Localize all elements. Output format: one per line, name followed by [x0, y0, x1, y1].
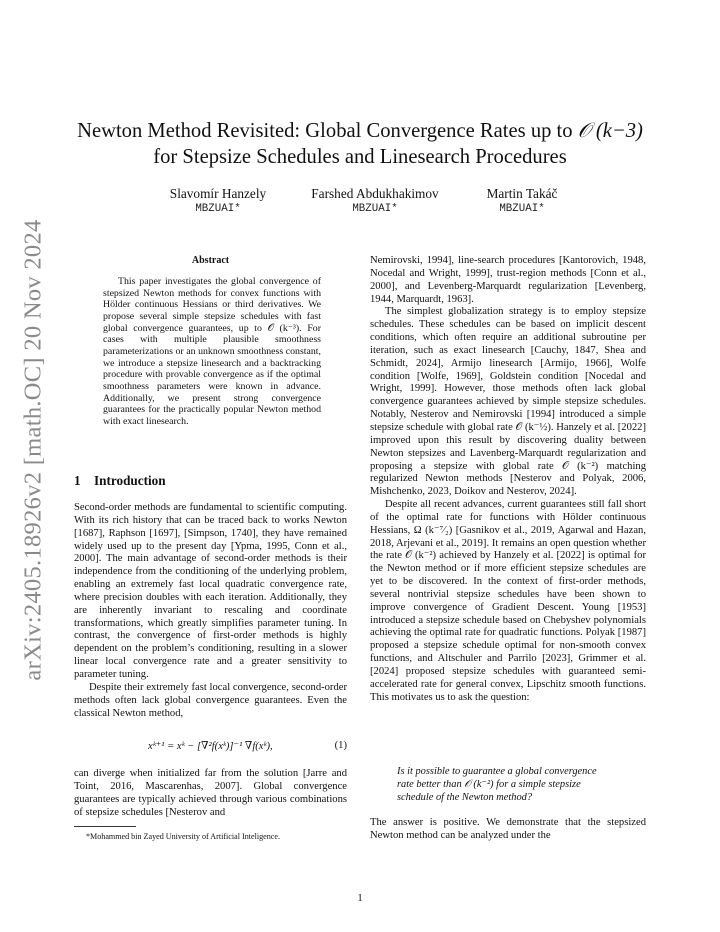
title-line-2: for Stepsize Schedules and Linesearch Procedures — [153, 146, 567, 168]
left-column-text — [74, 502, 347, 720]
author-1 — [148, 186, 288, 216]
left-column-continued — [74, 768, 347, 819]
page-number: 1 — [357, 893, 363, 904]
arxiv-identifier: arXiv:2405.18926v2 [math.OC] 20 Nov 2024 — [20, 219, 47, 681]
section-heading — [74, 473, 166, 489]
right-column-continued — [370, 817, 646, 843]
paragraph: Despite all recent advances, current guarantees still fall short of the optimal rate for functions with Hölder continuous Hessians, Ω (k⁻⁷⁄₂) [Gasnikov et al., 2019, Agarwal and Hazan, 2018, Arjevani et al., 2019]. It remains an open question whether the rate 𝒪 (k⁻²) achieved by Hanzely et al. [2022] is optimal for the Newton method or if more efficient stepsize schedules are yet to be discovered. In the context of first-order methods, several nontrivial stepsize schedules have been shown to improve convergence of Gradient Descent. Young [1953] introduced a stepsize schedule based on Chebyshev polynomials achieving the optimal rate for quadratic functions. Polyak [1987] proposed a stepsize schedule optimal for non-smooth convex functions, and Altschuler and Parrilo [2023], Grimmer et al. [2024] proposed stepsize schedules with guaranteed semi-accelerated rate for general convex, Lipschitz smooth functions. This motivates us to ask the question: — [370, 499, 646, 703]
footnote-rule — [74, 826, 136, 827]
author-affiliation: MBZUAI* — [195, 203, 241, 215]
paragraph: can diverge when initialized far from the solution [Jarre and Toint, 2016, Mascarenhas, 2007]. Global convergence guarantees are typically achieved through various combinations of stepsize schedules [Nesterov and — [74, 768, 347, 818]
paragraph: The answer is positive. We demonstrate that the stepsized Newton method can be analyzed under the — [370, 817, 646, 841]
arxiv-identifier-sidebar — [4, 205, 64, 695]
abstract-text — [103, 276, 321, 428]
research-question: Is it possible to guarantee a global convergence rate better than 𝒪 (k⁻²) for a simple stepsize schedule of the Newton method? — [397, 766, 597, 804]
paragraph: The simplest globalization strategy is to employ stepsize schedules. These schedules can be based on implicit descent conditions, which often require an additional subroutine per iteration, such as exact linesearch [Cauchy, 1847, Shea and Schmidt, 2024], Armijo linesearch [Armijo, 1966], Wolfe condition [Wolfe, 1969], Goldstein condition [Nocedal and Wright, 1999]. However, those methods often lack global convergence guarantees achieved by simple stepsize schedules. Notably, Nesterov and Nemirovski [1994] introduced a simple stepsize schedule with global rate 𝒪 (k⁻½). Hanzely et al. [2022] improved upon this result by discovering duality between Newton stepsizes and Lavenberg-Marquardt regularization and proposing a stepsize with global rate 𝒪 (k⁻²) matching regularized Newton methods [Nesterov and Polyak, 2006, Mishchenko, 2023, Doikov and Nesterov, 2024]. — [370, 306, 646, 498]
author-affiliation: MBZUAI* — [499, 203, 545, 215]
title-rate: 𝒪 (k−3) — [577, 120, 643, 142]
equation-body: xᵏ⁺¹ = xᵏ − [∇²f(xᵏ)]⁻¹ ∇f(xᵏ), — [148, 741, 273, 752]
section-title: Introduction — [94, 473, 166, 488]
paragraph: Nemirovski, 1994], line-search procedures [Kantorovich, 1948, Nocedal and Wright, 1999], trust-region methods [Conn et al., 2000], and Levenberg-Marquardt regularization [Levenberg, 1944, Marquardt, 1963]. — [370, 255, 646, 305]
paper-title — [60, 118, 660, 170]
equation-number: (1) — [334, 740, 347, 751]
equation-1 — [74, 738, 347, 758]
footnote: *Mohammed bin Zayed University of Artificial Inteligence. — [86, 832, 280, 841]
author-3 — [462, 186, 582, 216]
paragraph: Despite their extremely fast local convergence, second-order methods often lack global convergence guarantees. Even the classical Newton method, — [74, 681, 347, 719]
title-line-1: Newton Method Revisited: Global Convergence Rates up to — [77, 120, 573, 142]
right-column-text — [370, 255, 646, 705]
abstract-heading: Abstract — [191, 255, 230, 266]
abstract-paragraph: This paper investigates the global convergence of stepsized Newton methods for convex functions with Hölder continuous Hessians or third derivatives. We propose several simple stepsize schedules with fast global convergence guarantees, up to 𝒪 (k⁻³). For cases with multiple plausible smoothness parameterizations or an unknown smoothness constant, we introduce a stepsize linesearch and a backtracking procedure with provable convergence as if the optimal smoothness parameters were known in advance. Additionally, we present strong convergence guarantees for the practically popular Newton method with exact linesearch. — [103, 276, 321, 427]
author-2 — [300, 186, 450, 216]
author-affiliation: MBZUAI* — [352, 203, 398, 215]
author-name: Martin Takáč — [486, 186, 558, 201]
author-name: Farshed Abdukhakimov — [311, 186, 439, 201]
paragraph: Second-order methods are fundamental to scientific computing. With its rich history that can be traced back to works Newton [1687], Raphson [1697], [Simpson, 1740], they have remained widely used up to the present day [Ypma, 1995, Conn et al., 2000]. The main advantage of second-order methods is their independence from the conditioning of the underlying problem, enabling an extremely fast local quadratic convergence rate, where precision doubles with each iteration. Additionally, they are inherently invariant to rescaling and coordinate transformations, which greatly simplifies parameter tuning. In contrast, the convergence of first-order methods is highly dependent on the problem’s conditioning, resulting in a slower linear local convergence rate and a greater sensitivity to parameter tuning. — [74, 502, 347, 680]
author-name: Slavomír Hanzely — [169, 186, 267, 201]
section-number: 1 — [74, 473, 81, 488]
